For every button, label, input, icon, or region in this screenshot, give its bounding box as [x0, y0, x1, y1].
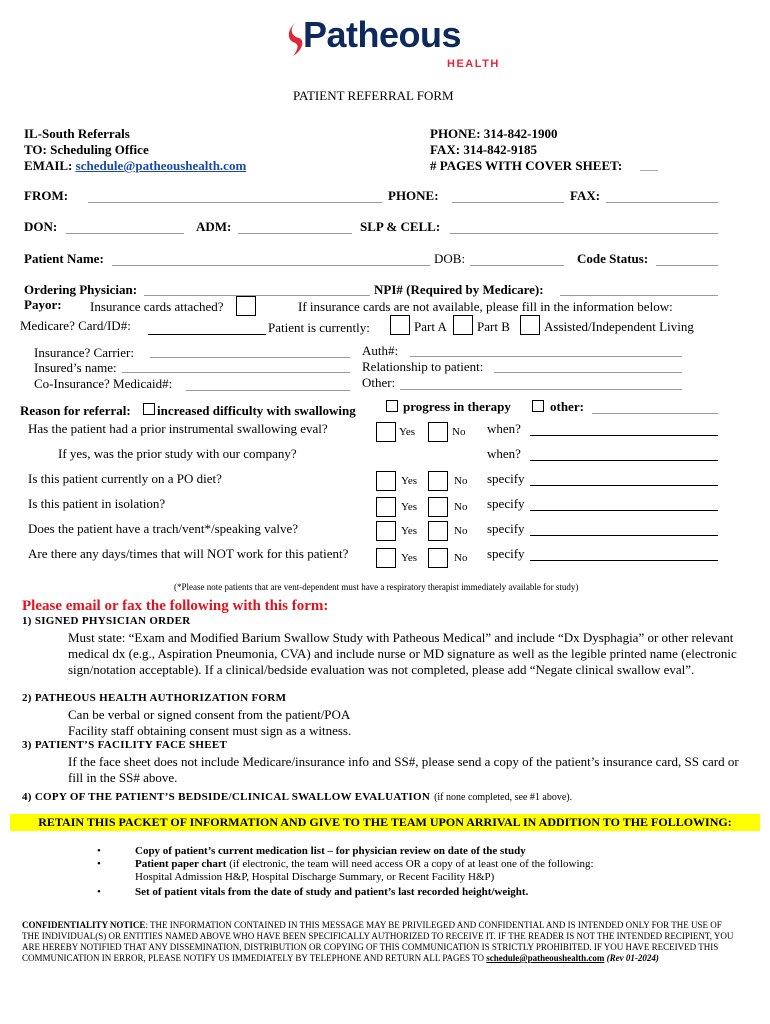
- bullet-2: Patient paper chart (if electronic, the team will need access OR a copy of at least one of the following:: [135, 858, 594, 870]
- item3-title: 3) PATIENT’S FACILITY FACE SHEET: [22, 739, 228, 751]
- insured-name-field[interactable]: [122, 372, 350, 373]
- q6-specify-label: specify: [487, 546, 525, 561]
- part-b-label: Part B: [477, 319, 510, 334]
- pages-field[interactable]: [640, 170, 658, 171]
- question-isolation: Is this patient in isolation?: [28, 496, 166, 511]
- item1-text: Must state: “Exam and Modified Barium Swallow Study with Patheous Medical” and include “Dx Dysphagia” or other relevant medical dx (e.g., Aspiration Pneumonia, CVA) and include nurse or MD signature as well as the legible printed name (electronic sign/notation acceptable). If a clinical/bedside evaluation was not completed, please add “Negate clinical swallow eval”.: [68, 630, 737, 677]
- reason-other-checkbox[interactable]: [532, 400, 544, 412]
- other-field[interactable]: [400, 389, 682, 390]
- assisted-living-checkbox[interactable]: [520, 315, 540, 335]
- question-days-times: Are there any days/times that will NOT work for this patient?: [28, 546, 349, 561]
- reason-swallowing-label: increased difficulty with swallowing: [157, 403, 356, 418]
- from-label: FROM:: [24, 188, 69, 203]
- other-label: Other:: [362, 375, 396, 390]
- code-status-field[interactable]: [656, 265, 718, 266]
- region: IL-South Referrals: [24, 126, 130, 141]
- q1-no-checkbox[interactable]: [428, 422, 448, 442]
- fax-line: FAX: 314-842-9185: [430, 142, 537, 157]
- question-prior-eval: Has the patient had a prior instrumental swallowing eval?: [28, 421, 328, 436]
- ins-note: If insurance cards are not available, please fill in the information below:: [298, 299, 673, 314]
- vent-note: (*Please note patients that are vent-dependent must have a respiratory therapist immediately available for study): [174, 582, 579, 592]
- payor-label: Payor:: [24, 297, 62, 312]
- q6-yes-label: Yes: [401, 552, 418, 564]
- insurance-carrier-field[interactable]: [150, 357, 350, 358]
- item2-text1: Can be verbal or signed consent from the patient/POA: [68, 707, 351, 722]
- from-field[interactable]: [88, 202, 382, 203]
- from-phone-field[interactable]: [452, 202, 564, 203]
- patient-name-field[interactable]: [112, 265, 430, 266]
- reason-other-field[interactable]: [592, 413, 718, 414]
- form-title: PATIENT REFERRAL FORM: [293, 88, 454, 103]
- q3-yes-label: Yes: [401, 475, 418, 487]
- q3-no-checkbox[interactable]: [428, 471, 448, 491]
- q3-specify-label: specify: [487, 471, 525, 486]
- bullet-3: Set of patient vitals from the date of study and patient’s last recorded height/weight.: [135, 886, 529, 898]
- don-field[interactable]: [66, 233, 184, 234]
- coins-label: Co-Insurance? Medicaid#:: [34, 376, 173, 391]
- code-status-label: Code Status:: [577, 251, 649, 266]
- auth-field[interactable]: [410, 356, 682, 357]
- confidentiality-text: : THE INFORMATION CONTAINED IN THIS MESSAGE MAY BE PRIVILEGED AND CONFIDENTIAL AND IS INTENDED ONLY FOR THE USE OF THE INDIVIDUAL(S) OR ENTITIES NAMED ABOVE WHO HAVE BEEN SPECIFICALLY AUTHORIZED TO RECEIVE IT. IF THE READER IS NOT THE INTENDED RECIPIENT, YOU ARE HEREBY NOTIFIED THAT ANY DISSEMINATION, DISTRIBUTION OR COPYING OF THIS COMMUNICATION IS STRICTLY PROHIBITED. IF YOU HAVE RECEIVED THIS COMMUNICATION IN ERROR, PLEASE NOTIFY US IMMEDIATELY BY TELEPHONE AND RETURN ALL PAGES TO: [22, 920, 734, 963]
- confidentiality-label: CONFIDENTIALITY NOTICE: [22, 920, 146, 930]
- q1-yes-label: Yes: [399, 426, 416, 438]
- reason-other-label: other:: [550, 399, 584, 414]
- email-label: EMAIL:: [24, 158, 73, 173]
- q5-yes-label: Yes: [401, 525, 418, 537]
- part-b-checkbox[interactable]: [453, 315, 473, 335]
- bullet-1: Copy of patient’s current medication list – for physician review on date of the study: [135, 845, 526, 857]
- ordering-physician-field[interactable]: [144, 295, 370, 296]
- insured-name-label: Insured’s name:: [34, 360, 117, 375]
- q6-no-label: No: [454, 552, 468, 564]
- patient-name-label: Patient Name:: [24, 251, 104, 266]
- ordering-physician-label: Ordering Physician:: [24, 282, 138, 297]
- item4-title: 4) COPY OF THE PATIENT’S BEDSIDE/CLINICAL SWALLOW EVALUATION: [22, 791, 431, 803]
- slp-label: SLP & CELL:: [360, 219, 441, 234]
- q1-when-label: when?: [487, 421, 521, 436]
- reason-swallowing-checkbox[interactable]: [143, 403, 155, 415]
- adm-label: ADM:: [196, 219, 232, 234]
- q3-yes-checkbox[interactable]: [376, 471, 396, 491]
- logo-health: HEALTH: [447, 58, 500, 70]
- q1-when-field[interactable]: [530, 435, 718, 436]
- npi-field[interactable]: [560, 295, 718, 296]
- item2-text2: Facility staff obtaining consent must sign as a witness.: [68, 723, 352, 738]
- don-label: DON:: [24, 219, 58, 234]
- part-a-label: Part A: [414, 319, 447, 334]
- email-line: [24, 158, 246, 174]
- q4-specify-field[interactable]: [530, 510, 718, 511]
- relationship-label: Relationship to patient:: [362, 359, 484, 374]
- email-link[interactable]: schedule@patheoushealth.com: [75, 158, 247, 173]
- q4-specify-label: specify: [487, 496, 525, 511]
- q3-no-label: No: [454, 475, 468, 487]
- q5-specify-field[interactable]: [530, 535, 718, 536]
- assisted-living-label: Assisted/Independent Living: [544, 319, 694, 334]
- q5-specify-label: specify: [487, 521, 525, 536]
- from-fax-field[interactable]: [606, 202, 718, 203]
- adm-field[interactable]: [238, 233, 352, 234]
- q1-no-label: No: [452, 426, 466, 438]
- coins-field[interactable]: [186, 390, 350, 391]
- reason-label: Reason for referral:: [20, 403, 131, 418]
- q4-no-checkbox[interactable]: [428, 497, 448, 517]
- q2-when-label: when?: [487, 446, 521, 461]
- q6-no-checkbox[interactable]: [428, 548, 448, 568]
- confidentiality-email[interactable]: schedule@patheoushealth.com: [486, 953, 605, 963]
- bullet-2-marker: •: [97, 858, 101, 870]
- question-prior-company: If yes, was the prior study with our company?: [58, 446, 297, 461]
- npi-label: NPI# (Required by Medicare):: [374, 282, 544, 297]
- item4-line: [22, 787, 572, 805]
- q6-yes-checkbox[interactable]: [376, 548, 396, 568]
- q6-specify-field[interactable]: [530, 560, 718, 561]
- logo: [285, 12, 500, 70]
- q3-specify-field[interactable]: [530, 485, 718, 486]
- reason-progress-label: progress in therapy: [403, 399, 511, 414]
- item1-title: 1) SIGNED PHYSICIAN ORDER: [22, 615, 191, 627]
- from-phone-label: PHONE:: [388, 188, 439, 203]
- q4-no-label: No: [454, 501, 468, 513]
- item2-title: 2) PATHEOUS HEALTH AUTHORIZATION FORM: [22, 692, 287, 704]
- retain-banner: RETAIN THIS PACKET OF INFORMATION AND GIVE TO THE TEAM UPON ARRIVAL IN ADDITION TO THE FOLLOWING:: [10, 814, 760, 831]
- part-a-checkbox[interactable]: [390, 315, 410, 335]
- item3-text: If the face sheet does not include Medicare/insurance info and SS#, please send a copy of the patient’s insurance card, SS card or fill in the SS# above.: [68, 754, 739, 785]
- reason-progress-checkbox[interactable]: [386, 400, 398, 412]
- item4-note: (if none completed, see #1 above).: [434, 792, 573, 803]
- bullet-2-line2: Hospital Admission H&P, Hospital Discharge Summary, or Recent Facility H&P): [135, 871, 495, 883]
- relationship-field[interactable]: [494, 372, 682, 373]
- bullet-3-marker: •: [97, 886, 101, 898]
- from-fax-label: FAX:: [570, 188, 601, 203]
- logo-brand: Patheous: [303, 14, 462, 55]
- insurance-carrier-label: Insurance? Carrier:: [34, 345, 134, 360]
- question-po-diet: Is this patient currently on a PO diet?: [28, 471, 222, 486]
- to-line: TO: Scheduling Office: [24, 142, 149, 157]
- auth-label: Auth#:: [362, 343, 399, 358]
- q5-yes-checkbox[interactable]: [376, 521, 396, 541]
- send-heading: Please email or fax the following with this form:: [22, 598, 329, 614]
- ins-cards-label: Insurance cards attached?: [90, 299, 224, 314]
- pt-currently-label: Patient is currently:: [268, 320, 370, 335]
- dob-label: DOB:: [434, 251, 466, 266]
- medicare-label: Medicare? Card/ID#:: [20, 318, 131, 333]
- bullet-1-marker: •: [97, 845, 101, 857]
- ins-cards-checkbox[interactable]: [236, 296, 256, 316]
- q2-when-field[interactable]: [530, 460, 718, 461]
- dob-field[interactable]: [470, 265, 564, 266]
- q5-no-checkbox[interactable]: [428, 521, 448, 541]
- q4-yes-label: Yes: [401, 501, 418, 513]
- pages-line: # PAGES WITH COVER SHEET:: [430, 158, 623, 173]
- q1-yes-checkbox[interactable]: [376, 422, 396, 442]
- question-trach: Does the patient have a trach/vent*/speaking valve?: [28, 521, 299, 536]
- q5-no-label: No: [454, 525, 468, 537]
- slp-field[interactable]: [450, 233, 718, 234]
- phone-line: PHONE: 314-842-1900: [430, 126, 558, 141]
- confidentiality-notice: [22, 920, 740, 964]
- q4-yes-checkbox[interactable]: [376, 497, 396, 517]
- medicare-field[interactable]: [148, 334, 266, 335]
- revision: (Rev 01-2024): [606, 953, 659, 963]
